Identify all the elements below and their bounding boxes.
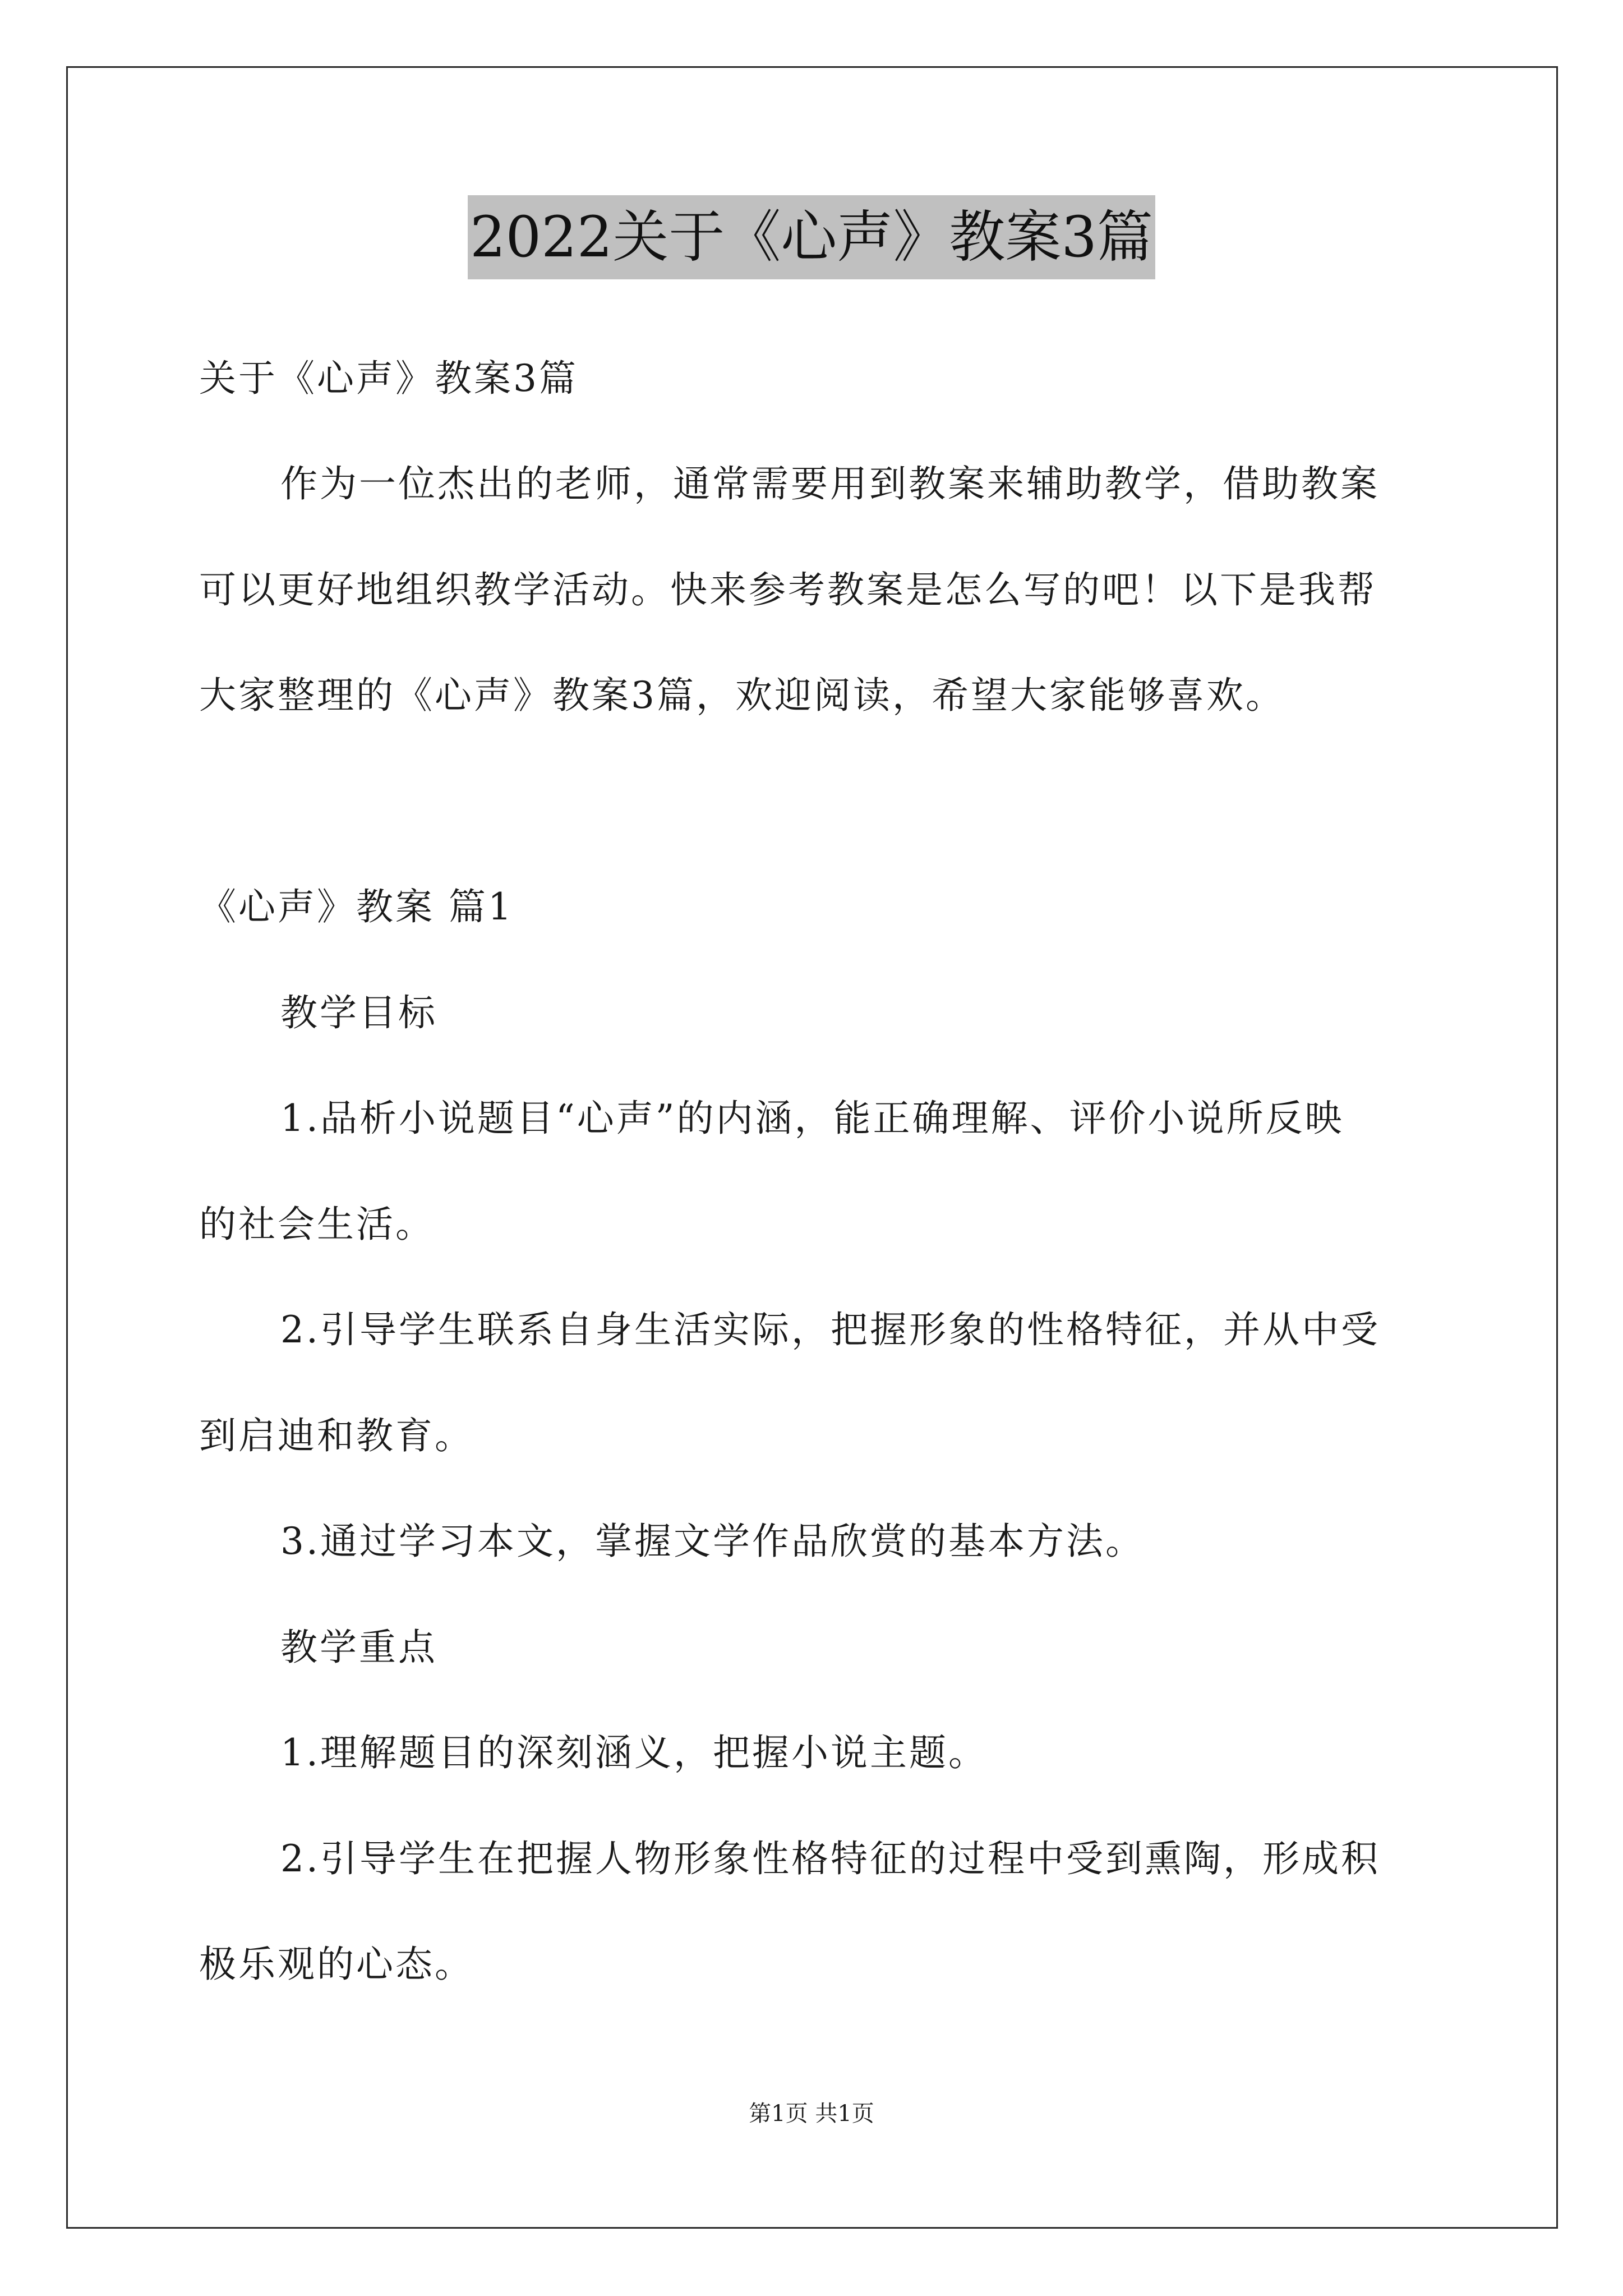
body-line: 到启迪和教育。 [199,1414,474,1457]
subsection-heading: 教学重点 [280,1626,437,1669]
body-line: 1.理解题目的深刻涵义，把握小说主题。 [280,1731,988,1774]
section-heading: 《心声》教案 篇1 [199,885,514,928]
subtitle-line: 关于《心声》教案3篇 [199,357,578,400]
subsection-heading: 教学目标 [280,991,437,1034]
body-line: 1.品析小说题目“心声”的内涵，能正确理解、评价小说所反映 [280,1097,1344,1140]
body-line: 2.引导学生联系自身生活实际，把握形象的性格特征，并从中受 [280,1308,1380,1351]
body-line: 可以更好地组织教学活动。快来参考教案是怎么写的吧！以下是我帮 [199,568,1377,611]
body-line: 3.通过学习本文，掌握文学作品欣赏的基本方法。 [280,1520,1145,1563]
body-line: 极乐观的心态。 [199,1943,474,1986]
body-line: 作为一位杰出的老师，通常需要用到教案来辅助教学，借助教案 [280,462,1380,505]
body-line: 大家整理的《心声》教案3篇，欢迎阅读，希望大家能够喜欢。 [199,674,1285,717]
title-container [0,195,1623,279]
document-title: 2022关于《心声》教案3篇 [468,195,1155,279]
page-footer: 第1页 共1页 [749,2101,874,2127]
body-line: 2.引导学生在把握人物形象性格特征的过程中受到熏陶，形成积 [280,1837,1380,1880]
body-line: 的社会生活。 [199,1203,435,1246]
